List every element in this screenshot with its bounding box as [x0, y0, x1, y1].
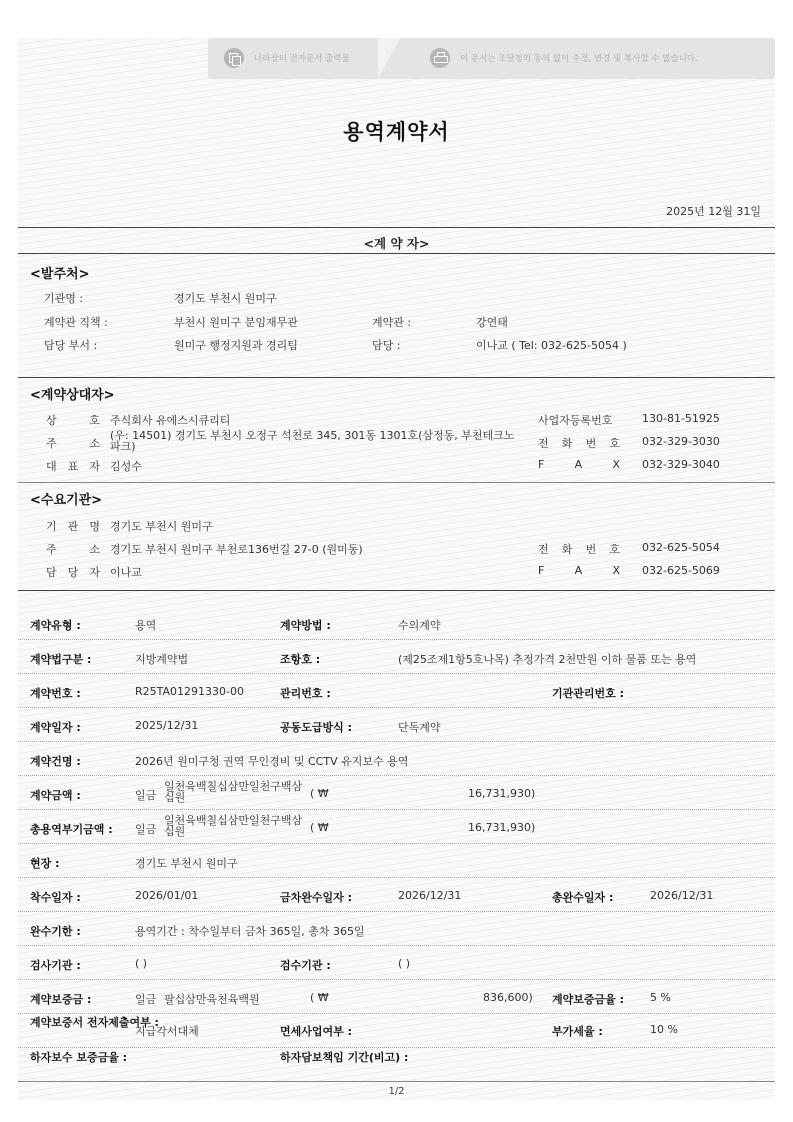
joint-method-label: 공동도급방식 :	[280, 721, 352, 734]
client-officer-position: 부천시 원미구 분임재무관	[174, 316, 298, 329]
contract-law-label: 계약법구분 :	[30, 653, 92, 666]
contractor-name-label: 상 호	[46, 414, 100, 427]
total-amount-words: 일천육백칠십삼만일천구백삼십원	[164, 814, 303, 838]
contract-name-label: 계약건명 :	[30, 755, 81, 768]
client-dept: 원미구 행정지원과 경리팀	[174, 339, 298, 352]
contract-amount-number: 16,731,930)	[468, 787, 536, 800]
year-end-date-label: 금차완수일자 :	[280, 891, 352, 904]
contractor-heading: <계약상대자>	[30, 388, 115, 403]
contract-type-row	[18, 606, 775, 640]
client-org-label: 기관명 :	[44, 292, 84, 305]
bond-words: 팔십삼만육천육백원	[164, 993, 260, 1006]
inspection-row	[18, 946, 775, 980]
demand-tel: 032-625-5054	[642, 541, 720, 554]
demand-org-label: 기 관 명	[46, 520, 100, 533]
contract-date-row	[18, 708, 775, 742]
parties-heading: <계 약 자>	[363, 236, 430, 251]
contractor-address: (우: 14501) 경기도 부천시 오정구 석천로 345, 301동 1301호(삼정동, 부천테크노파크)	[110, 429, 515, 453]
bond-submit-label: 계약보증서 전자제출여부 :	[30, 1016, 159, 1029]
contract-law-row	[18, 640, 775, 674]
bond-submit: 지급각서대체	[135, 1025, 199, 1038]
printer-icon	[430, 48, 450, 68]
site-label: 현장 :	[30, 857, 60, 870]
contract-amount-label: 계약금액 :	[30, 789, 81, 802]
contract-date: 2025/12/31	[135, 719, 199, 732]
banner-notice: 이 문서는 조달청의 동의 없이 수정, 변경 및 복사할 수 없습니다.	[460, 54, 698, 64]
demand-fax: 032-625-5069	[642, 564, 720, 577]
defect-bond-label: 하자보수 보증금율 :	[30, 1051, 128, 1064]
contract-amount-row	[18, 776, 775, 810]
contractor-rep-label: 대 표 자	[46, 460, 100, 473]
document-date: 2025년 12월 31일	[666, 205, 761, 218]
contract-method: 수의계약	[398, 619, 441, 632]
start-date: 2026/01/01	[135, 889, 199, 902]
bond-submit-row	[18, 1014, 775, 1048]
site-row	[18, 844, 775, 878]
bond-row	[18, 980, 775, 1014]
contractor-fax: 032-329-3040	[642, 458, 720, 471]
copy-document-icon	[224, 48, 244, 68]
acceptance-org-label: 검수기관 :	[280, 959, 331, 972]
client-org: 경기도 부천시 원미구	[174, 292, 277, 305]
contract-amount-words: 일천육백칠십삼만일천구백삼십원	[164, 780, 303, 804]
deadline: 용역기간 : 착수일부터 금차 365일, 총차 365일	[135, 925, 365, 938]
start-date-label: 착수일자 :	[30, 891, 81, 904]
org-management-number-label: 기관관리번호 :	[552, 687, 624, 700]
vat-rate: 10 %	[650, 1023, 678, 1036]
contract-type: 용역	[135, 619, 157, 632]
total-amount-number: 16,731,930)	[468, 821, 536, 834]
contractor-rep: 김성수	[110, 460, 142, 473]
acceptance-org: ( )	[398, 957, 411, 970]
bond-rate-label: 계약보증금율 :	[552, 993, 624, 1006]
total-end-date: 2026/12/31	[650, 889, 714, 902]
contract-date-label: 계약일자 :	[30, 721, 81, 734]
contract-page	[18, 38, 775, 1100]
bond-label: 계약보증금 :	[30, 993, 92, 1006]
article-label: 조항호 :	[280, 653, 321, 666]
contractor-bizno-label: 사업자등록번호	[538, 414, 613, 427]
demand-tel-label: 전 화 번 호	[538, 543, 620, 556]
vat-rate-label: 부가세율 :	[552, 1025, 603, 1038]
page-number: 1/2	[388, 1086, 405, 1097]
document-title: 용역계약서	[343, 120, 450, 144]
contractor-bizno: 130-81-51925	[642, 412, 720, 425]
defect-period-label: 하자담보책임 기간(비고) :	[280, 1051, 409, 1064]
total-amount-label: 총용역부기금액 :	[30, 823, 113, 836]
total-amount-currency: ( ₩	[310, 821, 329, 834]
contract-amount-prefix: 일금	[135, 789, 157, 802]
tax-free-label: 면세사업여부 :	[280, 1025, 352, 1038]
client-heading: <발주처>	[30, 267, 90, 282]
client-staff: 이나교 ( Tel: 032-625-5054 )	[476, 339, 627, 352]
client-officer-label: 계약관 :	[372, 316, 412, 329]
total-end-date-label: 총완수일자 :	[552, 891, 614, 904]
demand-fax-label: F A X	[538, 564, 620, 577]
contract-number-label: 계약번호 :	[30, 687, 81, 700]
client-officer: 강연태	[476, 316, 508, 329]
joint-method: 단독계약	[398, 721, 441, 734]
defect-row	[18, 1048, 775, 1082]
demand-heading: <수요기관>	[30, 493, 103, 508]
client-dept-label: 담당 부서 :	[44, 339, 98, 352]
contract-method-label: 계약방법 :	[280, 619, 331, 632]
bond-prefix: 일금	[135, 993, 157, 1006]
inspection-org-label: 검사기관 :	[30, 959, 81, 972]
deadline-label: 완수기한 :	[30, 925, 81, 938]
demand-address: 경기도 부천시 원미구 부천로136번길 27-0 (원미동)	[110, 543, 363, 556]
contract-type-label: 계약유형 :	[30, 619, 81, 632]
contract-number-row	[18, 674, 775, 708]
demand-org: 경기도 부천시 원미구	[110, 520, 213, 533]
total-amount-prefix: 일금	[135, 823, 157, 836]
bond-rate: 5 %	[650, 991, 671, 1004]
inspection-org: ( )	[135, 957, 148, 970]
contract-number: R25TA01291330-00	[135, 685, 244, 698]
schedule-row	[18, 878, 775, 912]
client-officer-position-label: 계약관 직책 :	[44, 316, 108, 329]
demand-address-label: 주 소	[46, 543, 100, 556]
year-end-date: 2026/12/31	[398, 889, 462, 902]
print-banner	[208, 38, 775, 79]
banner-print-label: 나라장터 전자문서 출력물	[254, 54, 350, 64]
demand-staff: 이나교	[110, 566, 142, 579]
bond-currency: ( ₩	[310, 991, 329, 1004]
site: 경기도 부천시 원미구	[135, 857, 238, 870]
bond-number: 836,600)	[483, 991, 533, 1004]
contractor-tel-label: 전 화 번 호	[538, 437, 620, 450]
deadline-row	[18, 912, 775, 946]
contractor-name: 주식회사 유에스시큐리티	[110, 414, 231, 427]
contract-name: 2026년 원미구청 권역 무인경비 및 CCTV 유지보수 용역	[135, 755, 409, 768]
contractor-address-label: 주 소	[46, 437, 100, 450]
management-number-label: 관리번호 :	[280, 687, 331, 700]
contract-name-row	[18, 742, 775, 776]
contract-amount-currency: ( ₩	[310, 787, 329, 800]
article: (제25조제1항5호나목) 추정가격 2천만원 이하 물품 또는 용역	[398, 653, 697, 666]
demand-staff-label: 담 당 자	[46, 566, 100, 579]
contractor-fax-label: F A X	[538, 458, 620, 471]
contract-law: 지방계약법	[135, 653, 189, 666]
contractor-tel: 032-329-3030	[642, 435, 720, 448]
client-staff-label: 담당 :	[372, 339, 401, 352]
total-amount-row	[18, 810, 775, 844]
